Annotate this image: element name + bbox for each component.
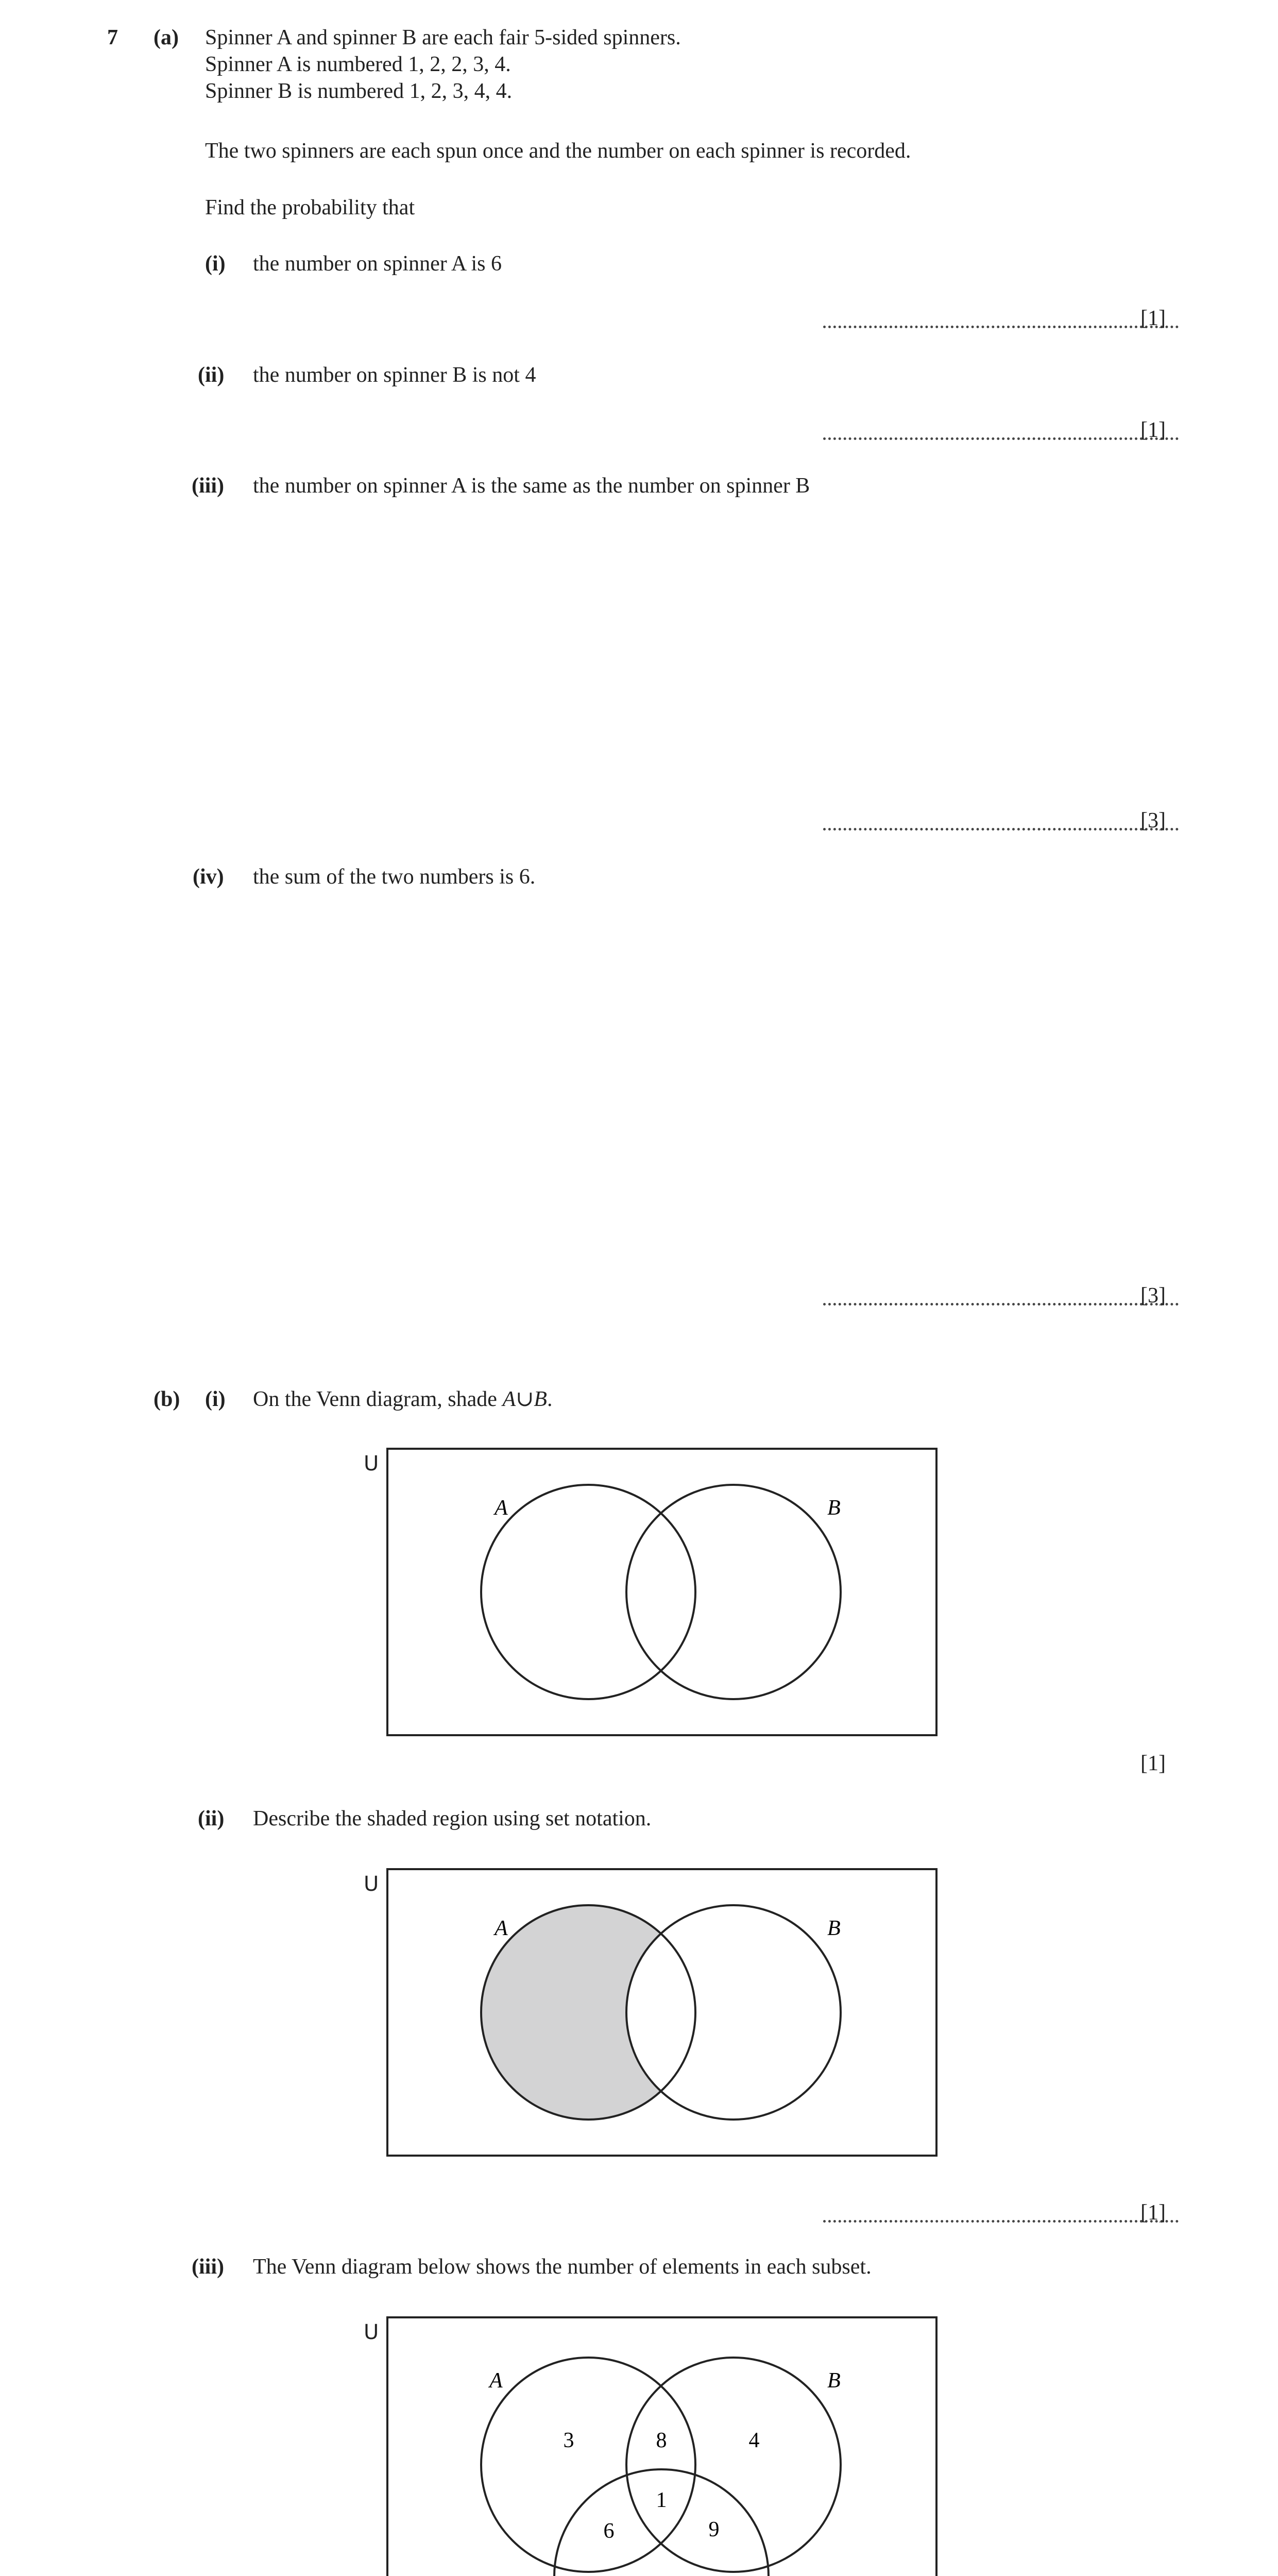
count-a-and-b-only: 8 <box>656 2429 667 2452</box>
venn3-circle-c <box>554 2469 769 2576</box>
venn-diagram-3 <box>386 2316 938 2576</box>
count-a-and-c-only: 6 <box>603 2519 615 2543</box>
part-a-label: (a) <box>154 26 179 49</box>
b-i-label: (i) <box>205 1387 226 1411</box>
marks-a-i: [1] <box>1140 307 1166 330</box>
context-text: The two spinners are each spun once and the number on each spinner is recorded. <box>205 139 911 163</box>
venn1-label-b: B <box>827 1496 841 1520</box>
count-a-only: 3 <box>563 2429 574 2452</box>
intro-line-3: Spinner B is numbered 1, 2, 3, 4, 4. <box>205 79 513 103</box>
b-ii-label: (ii) <box>198 1807 225 1831</box>
answer-line-b-ii[interactable] <box>823 2220 1179 2223</box>
venn1-universal-box <box>387 1449 936 1735</box>
venn-diagram-1[interactable] <box>386 1448 938 1736</box>
venn1-universal-label: U <box>364 1452 379 1476</box>
marks-b-ii: [1] <box>1140 2201 1166 2225</box>
b-i-text: On the Venn diagram, shade A∪B. <box>253 1387 553 1411</box>
venn-diagram-2 <box>386 1868 938 2157</box>
marks-a-ii: [1] <box>1140 418 1166 442</box>
item-iv-text: the sum of the two numbers is 6. <box>253 865 536 889</box>
intro-line-1: Spinner A and spinner B are each fair 5-sided spinners. <box>205 26 681 49</box>
b-iii-label: (iii) <box>192 2255 224 2279</box>
marks-b-i: [1] <box>1140 1752 1166 1775</box>
venn3-circle-a <box>481 2358 695 2572</box>
venn3-label-b: B <box>827 2369 841 2393</box>
venn3-label-a: A <box>489 2369 503 2393</box>
venn2-label-b: B <box>827 1917 841 1940</box>
prompt-text: Find the probability that <box>205 196 415 219</box>
item-ii-text: the number on spinner B is not 4 <box>253 363 536 387</box>
question-number: 7 <box>107 26 118 49</box>
venn1-label-a: A <box>495 1496 508 1520</box>
item-i-text: the number on spinner A is 6 <box>253 252 502 276</box>
item-ii-label: (ii) <box>198 363 225 387</box>
b-iii-text: The Venn diagram below shows the number of elements in each subset. <box>253 2255 872 2279</box>
answer-line-a-iii[interactable] <box>823 828 1179 831</box>
answer-line-a-iv[interactable] <box>823 1303 1179 1306</box>
item-iii-text: the number on spinner A is the same as the number on spinner B <box>253 474 810 498</box>
b-ii-text: Describe the shaded region using set notation. <box>253 1807 652 1831</box>
marks-a-iv: [3] <box>1140 1284 1166 1308</box>
venn1-circle-a <box>481 1485 695 1699</box>
venn3-universal-label: U <box>364 2320 379 2344</box>
venn3-circle-b <box>626 2358 841 2572</box>
part-b-label: (b) <box>154 1387 180 1411</box>
venn2-label-a: A <box>495 1917 508 1940</box>
count-a-b-c: 1 <box>656 2488 667 2512</box>
count-b-and-c-only: 9 <box>708 2518 720 2541</box>
answer-line-a-i[interactable] <box>823 326 1179 328</box>
union-expression: A∪B <box>502 1387 547 1411</box>
intro-line-2: Spinner A is numbered 1, 2, 2, 3, 4. <box>205 53 511 76</box>
item-iii-label: (iii) <box>192 474 224 498</box>
venn2-unshaded-overlap <box>626 1905 841 2120</box>
venn2-universal-label: U <box>364 1872 379 1896</box>
answer-line-a-ii[interactable] <box>823 437 1179 440</box>
venn1-circle-b <box>626 1485 841 1699</box>
item-i-label: (i) <box>205 252 226 276</box>
count-b-only: 4 <box>748 2429 760 2452</box>
marks-a-iii: [3] <box>1140 809 1166 833</box>
item-iv-label: (iv) <box>193 865 224 889</box>
